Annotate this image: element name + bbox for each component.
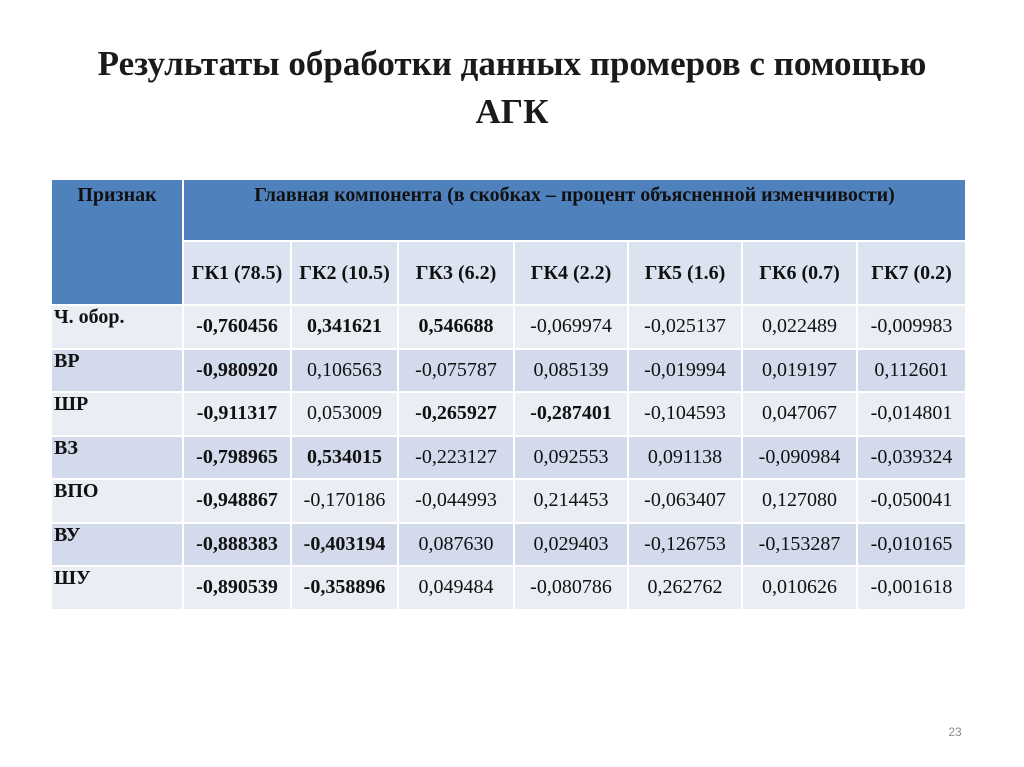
table-cell-gk5: -0,063407 — [628, 479, 742, 523]
table-cell-gk7: 0,112601 — [857, 349, 966, 393]
table-cell-gk7: -0,010165 — [857, 523, 966, 567]
table-cell-gk4: -0,287401 — [514, 392, 628, 436]
table-cell-gk3: 0,546688 — [398, 305, 514, 349]
table-cell-gk6: 0,127080 — [742, 479, 857, 523]
table-cell-gk2: -0,170186 — [291, 479, 398, 523]
table-cell-gk1: -0,888383 — [183, 523, 291, 567]
table-cell-gk4: 0,092553 — [514, 436, 628, 480]
table-cell-gk3: -0,044993 — [398, 479, 514, 523]
table-cell-gk4: -0,080786 — [514, 566, 628, 610]
table-cell-gk2: 0,534015 — [291, 436, 398, 480]
table-cell-gk2: -0,358896 — [291, 566, 398, 610]
table-cell-gk1: -0,980920 — [183, 349, 291, 393]
table-row — [51, 479, 966, 523]
column-header-gk7: ГК7 (0.2) — [857, 241, 966, 305]
table-cell-gk7: -0,039324 — [857, 436, 966, 480]
page-number: 23 — [948, 725, 962, 739]
table-cell-gk4: 0,214453 — [514, 479, 628, 523]
table-cell-gk5: -0,019994 — [628, 349, 742, 393]
column-header-gk1: ГК1 (78.5) — [183, 241, 291, 305]
table-cell-gk7: -0,050041 — [857, 479, 966, 523]
row-feature-label: ШР — [51, 392, 183, 436]
table-cell-gk1: -0,911317 — [183, 392, 291, 436]
table-cell-gk3: 0,087630 — [398, 523, 514, 567]
table-cell-gk2: -0,403194 — [291, 523, 398, 567]
feature-column-header: Признак — [51, 179, 183, 305]
table-cell-gk5: 0,091138 — [628, 436, 742, 480]
row-feature-label: ШУ — [51, 566, 183, 610]
row-feature-label: Ч. обор. — [51, 305, 183, 349]
table-cell-gk6: 0,010626 — [742, 566, 857, 610]
table-cell-gk6: 0,047067 — [742, 392, 857, 436]
table-cell-gk2: 0,106563 — [291, 349, 398, 393]
table-cell-gk5: -0,126753 — [628, 523, 742, 567]
table-cell-gk3: -0,265927 — [398, 392, 514, 436]
table-row — [51, 523, 966, 567]
table-header-row — [51, 179, 966, 241]
column-header-gk5: ГК5 (1.6) — [628, 241, 742, 305]
table-cell-gk6: 0,019197 — [742, 349, 857, 393]
row-feature-label: ВУ — [51, 523, 183, 567]
table-row — [51, 566, 966, 610]
table-body — [51, 305, 966, 610]
column-header-gk4: ГК4 (2.2) — [514, 241, 628, 305]
row-feature-label: ВЗ — [51, 436, 183, 480]
table-cell-gk5: 0,262762 — [628, 566, 742, 610]
table-cell-gk7: -0,014801 — [857, 392, 966, 436]
table-cell-gk3: -0,075787 — [398, 349, 514, 393]
column-header-gk6: ГК6 (0.7) — [742, 241, 857, 305]
table-cell-gk3: 0,049484 — [398, 566, 514, 610]
table-row — [51, 436, 966, 480]
table-cell-gk7: -0,009983 — [857, 305, 966, 349]
column-header-gk3: ГК3 (6.2) — [398, 241, 514, 305]
component-subheader-row — [51, 241, 966, 305]
row-feature-label: ВР — [51, 349, 183, 393]
table-cell-gk5: -0,025137 — [628, 305, 742, 349]
table-cell-gk5: -0,104593 — [628, 392, 742, 436]
slide-title: Результаты обработки данных промеров с помощью АГК — [97, 44, 927, 131]
table-cell-gk4: 0,085139 — [514, 349, 628, 393]
table-cell-gk2: 0,341621 — [291, 305, 398, 349]
table-cell-gk6: -0,090984 — [742, 436, 857, 480]
table-cell-gk7: -0,001618 — [857, 566, 966, 610]
table-cell-gk4: -0,069974 — [514, 305, 628, 349]
pca-results-table — [50, 178, 967, 611]
table-row — [51, 305, 966, 349]
table-row — [51, 392, 966, 436]
row-feature-label: ВПО — [51, 479, 183, 523]
table-cell-gk3: -0,223127 — [398, 436, 514, 480]
table-cell-gk1: -0,760456 — [183, 305, 291, 349]
table-cell-gk1: -0,948867 — [183, 479, 291, 523]
table-cell-gk1: -0,890539 — [183, 566, 291, 610]
column-header-gk2: ГК2 (10.5) — [291, 241, 398, 305]
table-cell-gk2: 0,053009 — [291, 392, 398, 436]
table-cell-gk1: -0,798965 — [183, 436, 291, 480]
table-cell-gk6: 0,022489 — [742, 305, 857, 349]
table-row — [51, 349, 966, 393]
principal-component-group-header: Главная компонента (в скобках – процент объясненной изменчивости) — [183, 179, 966, 241]
table-cell-gk6: -0,153287 — [742, 523, 857, 567]
table-cell-gk4: 0,029403 — [514, 523, 628, 567]
